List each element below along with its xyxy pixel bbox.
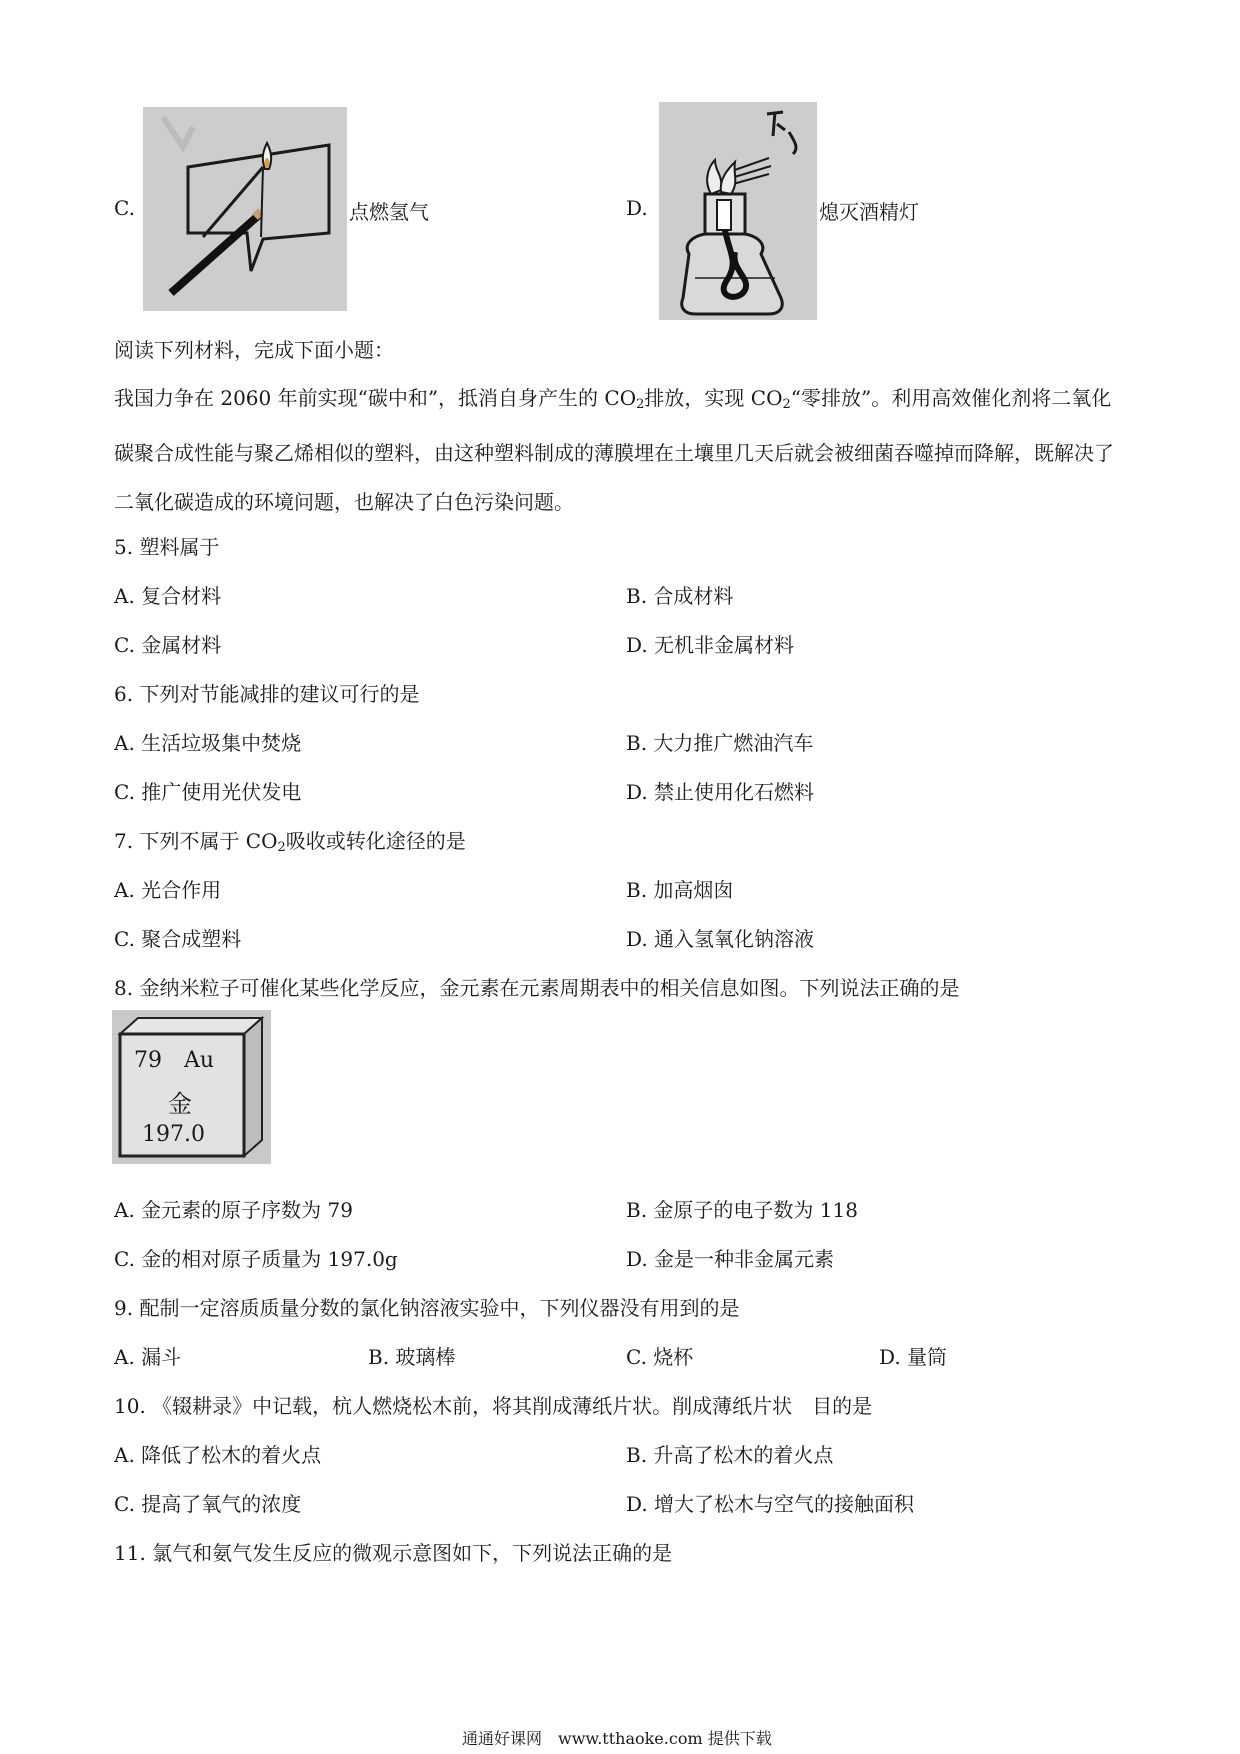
q5-stem: 5. 塑料属于 bbox=[114, 535, 220, 559]
q5-option-c: C. 金属材料 bbox=[114, 633, 222, 657]
q9-option-a: A. 漏斗 bbox=[114, 1345, 182, 1369]
element-mass: 197.0 bbox=[142, 1122, 205, 1147]
element-number: 79 bbox=[134, 1048, 162, 1073]
co2-subscript: 2 bbox=[277, 840, 286, 855]
q9-option-d: D. 量筒 bbox=[879, 1345, 948, 1369]
q11-stem: 11. 氯气和氨气发生反应的微观示意图如下，下列说法正确的是 bbox=[114, 1541, 673, 1565]
q4-option-d-text: 熄灭酒精灯 bbox=[819, 200, 919, 224]
alcohol-lamp-icon bbox=[659, 102, 817, 320]
q7-stem-part-1: 7. 下列不属于 CO bbox=[114, 829, 278, 853]
reading-intro: 阅读下列材料，完成下面小题： bbox=[114, 338, 394, 362]
q6-option-b: B. 大力推广燃油汽车 bbox=[626, 731, 814, 755]
co2-subscript: 2 bbox=[636, 397, 645, 412]
q4-option-c-text: 点燃氢气 bbox=[349, 200, 429, 224]
lighting-hydrogen-image bbox=[143, 107, 347, 311]
q7-option-d: D. 通入氢氧化钠溶液 bbox=[626, 927, 815, 951]
reading-passage bbox=[114, 374, 1124, 527]
q9-option-c: C. 烧杯 bbox=[626, 1345, 694, 1369]
q8-stem: 8. 金纳米粒子可催化某些化学反应，金元素在元素周期表中的相关信息如图。下列说法正确的是 bbox=[114, 976, 960, 1000]
q8-option-b: B. 金原子的电子数为 118 bbox=[626, 1198, 858, 1222]
q6-option-d: D. 禁止使用化石燃料 bbox=[626, 780, 815, 804]
q10-option-c: C. 提高了氧气的浓度 bbox=[114, 1492, 302, 1516]
blowing-out-alcohol-lamp-image bbox=[659, 102, 817, 320]
q6-option-c: C. 推广使用光伏发电 bbox=[114, 780, 302, 804]
match-flame-icon bbox=[143, 107, 347, 311]
q8-option-d: D. 金是一种非金属元素 bbox=[626, 1247, 835, 1271]
passage-part-2: 排放，实现 CO bbox=[644, 386, 783, 410]
q6-option-a: A. 生活垃圾集中焚烧 bbox=[114, 731, 302, 755]
q10-option-d: D. 增大了松木与空气的接触面积 bbox=[626, 1492, 915, 1516]
q7-option-a: A. 光合作用 bbox=[114, 878, 222, 902]
element-symbol: Au bbox=[184, 1048, 215, 1073]
q9-option-b: B. 玻璃棒 bbox=[368, 1345, 456, 1369]
q7-stem bbox=[114, 825, 466, 855]
q4-option-d-letter: D. bbox=[626, 196, 648, 220]
q8-option-a: A. 金元素的原子序数为 79 bbox=[114, 1198, 353, 1222]
q5-option-a: A. 复合材料 bbox=[114, 584, 222, 608]
q6-stem: 6. 下列对节能减排的建议可行的是 bbox=[114, 682, 420, 706]
q9-stem: 9. 配制一定溶质质量分数的氯化钠溶液实验中，下列仪器没有用到的是 bbox=[114, 1296, 740, 1320]
gold-element-card bbox=[112, 1010, 271, 1164]
q5-option-b: B. 合成材料 bbox=[626, 584, 734, 608]
passage-part-1: 我国力争在 2060 年前实现“碳中和”，抵消自身产生的 CO bbox=[114, 386, 637, 410]
co2-subscript: 2 bbox=[782, 397, 791, 412]
q5-option-d: D. 无机非金属材料 bbox=[626, 633, 795, 657]
q8-option-c: C. 金的相对原子质量为 197.0g bbox=[114, 1247, 398, 1271]
q7-option-c: C. 聚合成塑料 bbox=[114, 927, 242, 951]
q10-option-a: A. 降低了松木的着火点 bbox=[114, 1443, 322, 1467]
passage-part-3: “零排放”。利用高效催化剂将二氧化碳聚合成性能与聚乙烯相似的塑料，由这种塑料制成的薄膜埋在土壤里几天后就会被细菌吞噬掉而降解，既解决了二氧化碳造成的环境问题，也解决了白色污染问题。 bbox=[114, 386, 1114, 514]
element-name: 金 bbox=[168, 1090, 192, 1118]
q7-option-b: B. 加高烟囱 bbox=[626, 878, 734, 902]
q7-stem-part-2: 吸收或转化途径的是 bbox=[285, 829, 466, 853]
q10-option-b: B. 升高了松木的着火点 bbox=[626, 1443, 834, 1467]
page-footer: 通通好课网 www.tthaoke.com 提供下载 bbox=[462, 1729, 772, 1748]
q10-stem: 10. 《辍耕录》中记载，杭人燃烧松木前，将其削成薄纸片状。削成薄纸片状 目的是 bbox=[114, 1394, 873, 1418]
q4-option-c-letter: C. bbox=[114, 196, 135, 220]
